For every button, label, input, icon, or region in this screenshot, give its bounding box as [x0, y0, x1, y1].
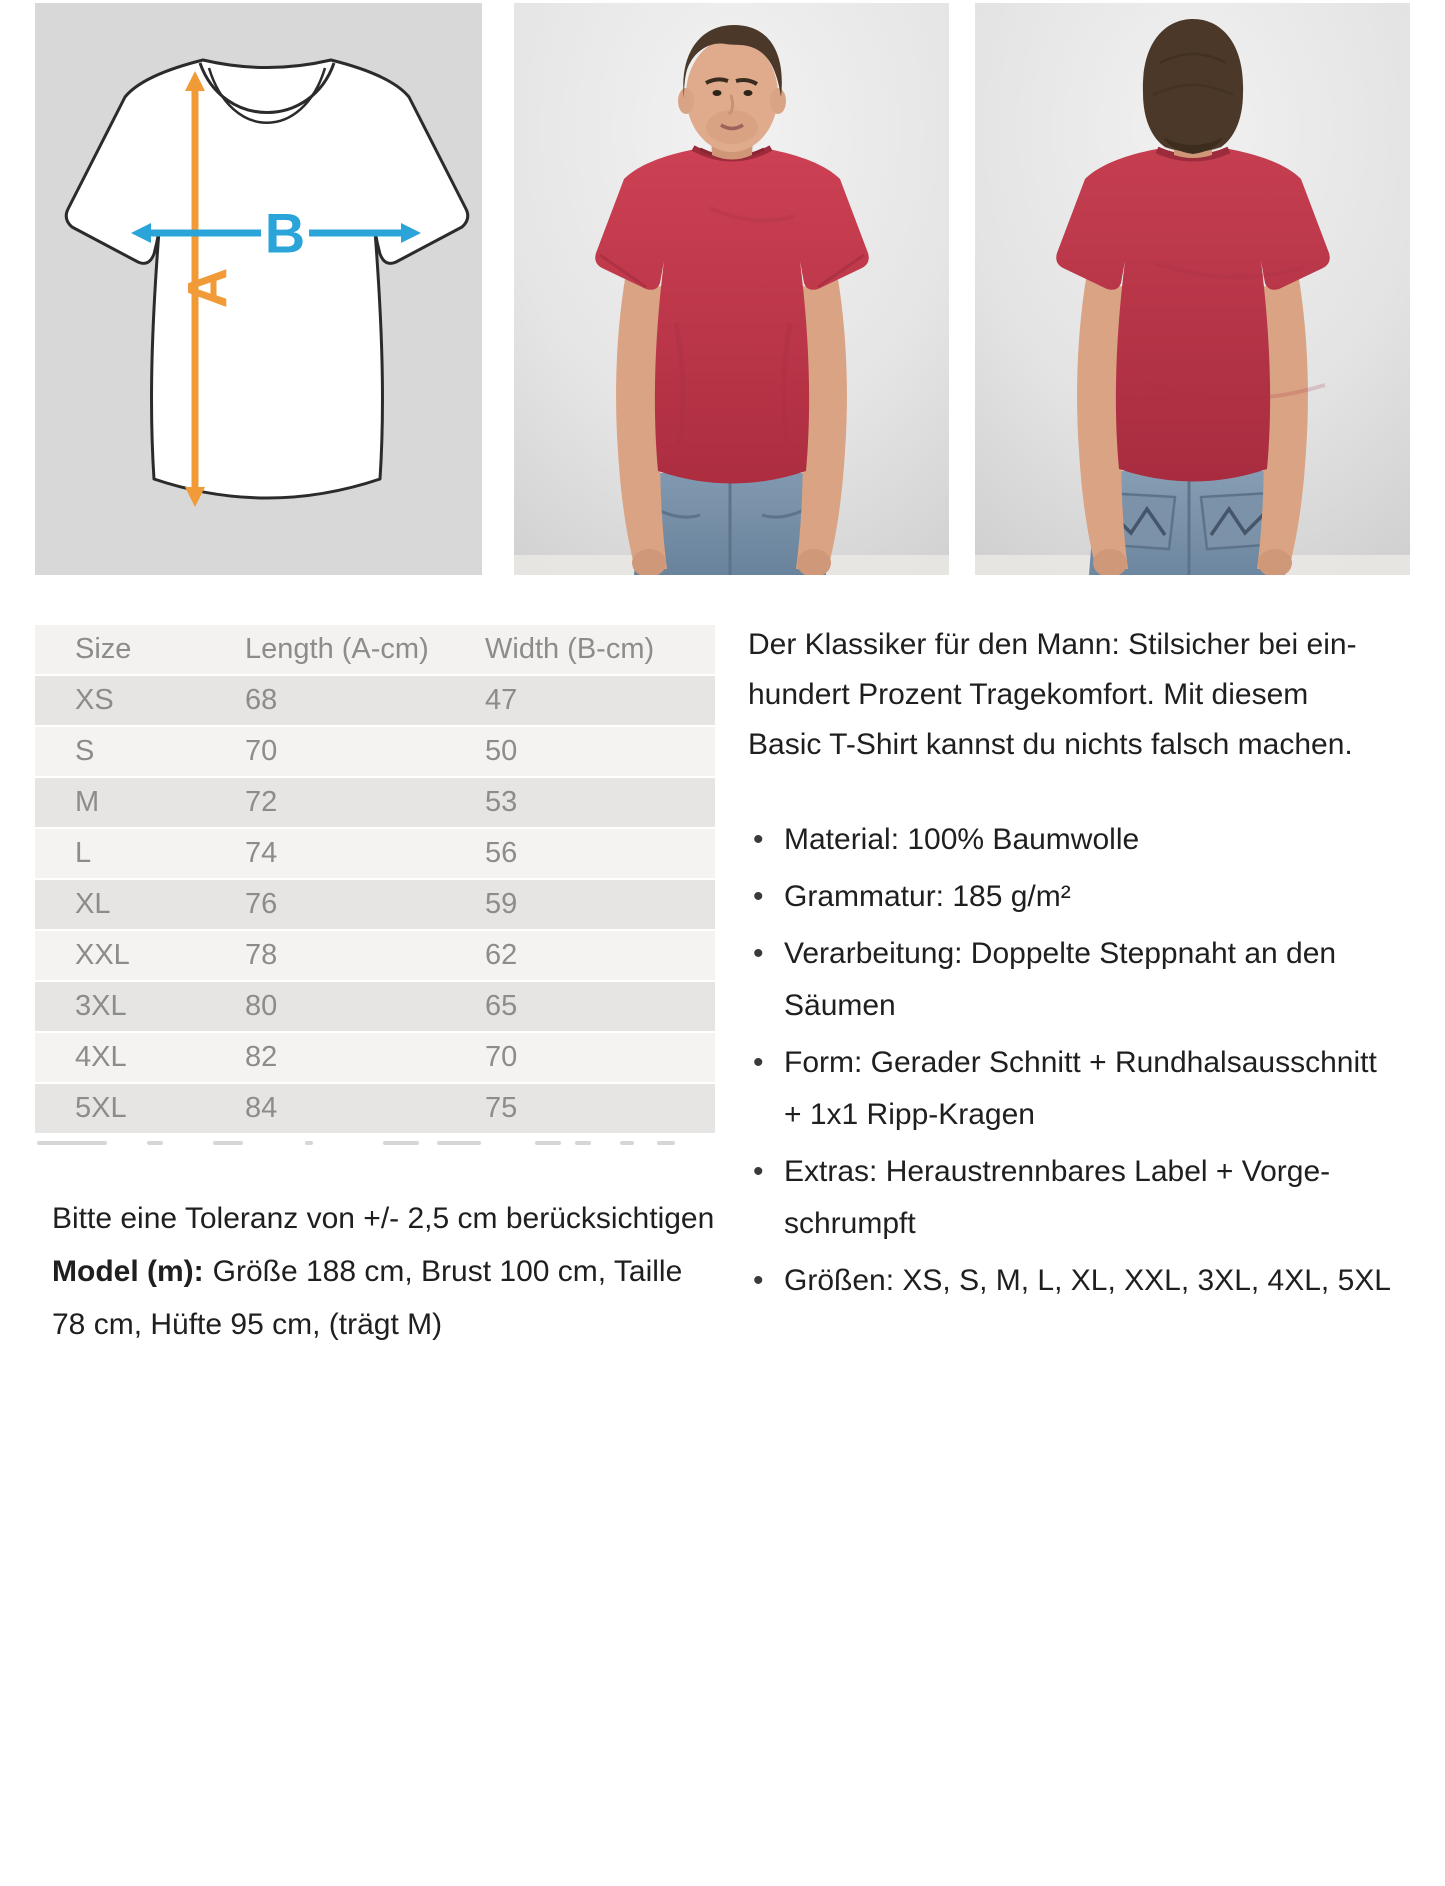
tolerance-note: [52, 1192, 715, 1245]
cell-width: 59: [485, 879, 715, 930]
model-label: Model (m):: [52, 1255, 204, 1288]
feature-line: + 1x1 Ripp-Kragen: [784, 1098, 1035, 1131]
cell-size: L: [35, 828, 245, 879]
size-chart-table: [35, 625, 715, 1135]
cell-width: 47: [485, 675, 715, 726]
cell-length: 70: [245, 726, 485, 777]
description-line: Der Klassiker für den Mann: Stilsicher bei ein-: [748, 628, 1357, 661]
table-header-row: [35, 625, 715, 675]
table-row: [35, 1083, 715, 1134]
size-table-body: [35, 675, 715, 1134]
feature-line: Extras: Heraustrennbares Label + Vorge-: [784, 1155, 1331, 1188]
feature-line: Größen: XS, S, M, L, XL, XXL, 3XL, 4XL, 5XL: [784, 1264, 1391, 1297]
product-image-row: [35, 3, 1410, 575]
description-paragraph: [748, 620, 1445, 770]
feature-item: [748, 871, 1445, 923]
feature-line: Form: Gerader Schnitt + Rundhalsausschnitt: [784, 1046, 1377, 1079]
cell-size: M: [35, 777, 245, 828]
feature-item: [748, 1146, 1445, 1250]
cell-width: 62: [485, 930, 715, 981]
feature-item: [748, 814, 1445, 866]
cell-size: S: [35, 726, 245, 777]
cell-length: 76: [245, 879, 485, 930]
model-back-photo: [975, 3, 1410, 575]
cell-width: 56: [485, 828, 715, 879]
cell-width: 75: [485, 1083, 715, 1134]
measurement-notes: [52, 1192, 715, 1351]
width-label: B: [264, 201, 306, 265]
cell-width: 50: [485, 726, 715, 777]
tolerance-text: Bitte eine Toleranz von +/- 2,5 cm berücksichtigen: [52, 1202, 715, 1235]
cell-width: 65: [485, 981, 715, 1032]
cell-size: 3XL: [35, 981, 245, 1032]
description-line: Basic T-Shirt kannst du nichts falsch machen.: [748, 728, 1353, 761]
table-row: [35, 981, 715, 1032]
column-header-length: Length (A-cm): [245, 625, 485, 675]
size-diagram-image: [35, 3, 482, 575]
table-row: [35, 1032, 715, 1083]
column-header-size: Size: [35, 625, 245, 675]
column-header-width: Width (B-cm): [485, 625, 715, 675]
cell-length: 78: [245, 930, 485, 981]
cell-size: 5XL: [35, 1083, 245, 1134]
feature-line: Verarbeitung: Doppelte Steppnaht an den: [784, 937, 1337, 970]
feature-line: Material: 100% Baumwolle: [784, 823, 1140, 856]
feature-item: [748, 1037, 1445, 1141]
model-front-photo: [514, 3, 949, 575]
cell-length: 68: [245, 675, 485, 726]
table-row: [35, 879, 715, 930]
table-row: [35, 675, 715, 726]
cell-width: 53: [485, 777, 715, 828]
table-row: [35, 726, 715, 777]
cell-size: XL: [35, 879, 245, 930]
table-row: [35, 777, 715, 828]
model-line-2: 78 cm, Hüfte 95 cm, (trägt M): [52, 1308, 443, 1341]
cell-width: 70: [485, 1032, 715, 1083]
feature-line: Säumen: [784, 989, 896, 1022]
feature-item: [748, 1255, 1445, 1307]
cell-length: 80: [245, 981, 485, 1032]
feature-line: Grammatur: 185 g/m²: [784, 880, 1071, 913]
cell-size: 4XL: [35, 1032, 245, 1083]
table-row: [35, 930, 715, 981]
cell-length: 72: [245, 777, 485, 828]
cell-size: XXL: [35, 930, 245, 981]
model-note: [52, 1245, 692, 1351]
cell-length: 82: [245, 1032, 485, 1083]
cell-size: XS: [35, 675, 245, 726]
model-line-1: Größe 188 cm, Brust 100 cm, Taille: [212, 1255, 683, 1288]
product-description: [748, 620, 1445, 1307]
table-row: [35, 828, 715, 879]
feature-line: schrumpft: [784, 1207, 916, 1240]
feature-list: [748, 814, 1445, 1307]
table-cutoff-artifact: [35, 1141, 715, 1151]
cell-length: 84: [245, 1083, 485, 1134]
description-line: hundert Prozent Tragekomfort. Mit diesem: [748, 678, 1309, 711]
feature-item: [748, 928, 1445, 1032]
cell-length: 74: [245, 828, 485, 879]
length-label: A: [175, 267, 239, 309]
